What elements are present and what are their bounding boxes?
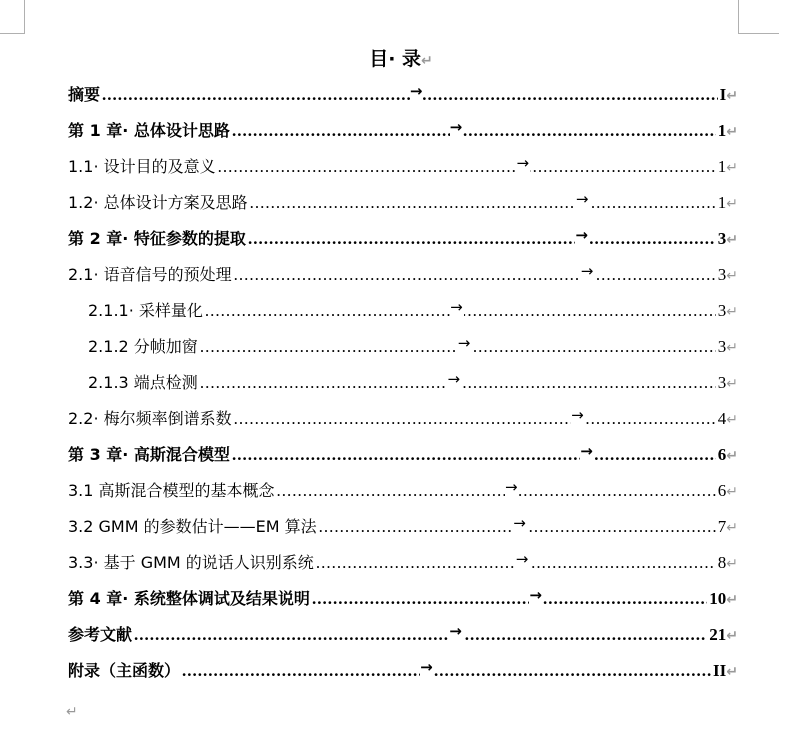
toc-entry-label: 2.1.3 端点检测 (88, 373, 198, 392)
tab-arrow-icon: ..... → (458, 329, 472, 361)
dot-leader (312, 581, 707, 617)
toc-entry[interactable] (68, 257, 738, 293)
tab-arrow-icon: ..... → (576, 185, 590, 217)
toc-entry-label: 第 2 章· 特征参数的提取 (68, 229, 246, 248)
tab-arrow-icon: ..... → (505, 473, 519, 505)
paragraph-mark-icon: ↵ (726, 628, 738, 644)
toc-entry-page: 3 (717, 301, 727, 320)
paragraph-mark-icon: ↵ (726, 664, 738, 680)
dot-leader (319, 509, 716, 545)
toc-entry-label: 2.2· 梅尔频率倒谱系数 (68, 409, 232, 428)
toc-entry-page: 3 (717, 337, 727, 356)
tab-arrow-icon: ..... → (447, 365, 461, 397)
dot-leader (277, 473, 716, 509)
toc-title (0, 44, 802, 71)
page-corner-mark-right (738, 0, 779, 34)
dot-leader (234, 401, 716, 437)
dot-leader (316, 545, 716, 581)
toc-entry-label: 第 4 章· 系统整体调试及结果说明 (68, 589, 310, 608)
toc-entry-page: 8 (717, 553, 727, 572)
tab-arrow-icon: ..... → (571, 401, 585, 433)
toc-entry-page: 7 (717, 517, 727, 536)
toc-entry[interactable] (68, 77, 738, 113)
paragraph-mark-icon: ↵ (421, 53, 433, 69)
toc-entry-label: 3.1 高斯混合模型的基本概念 (68, 481, 275, 500)
tab-arrow-icon: ..... → (575, 221, 589, 253)
toc-entry-label: 摘要 (68, 85, 101, 104)
tab-arrow-icon: ..... → (513, 509, 527, 541)
toc-entry-label: 1.1· 设计目的及意义 (68, 157, 216, 176)
paragraph-mark-icon: ↵ (726, 448, 738, 464)
page-corner-mark-left (0, 0, 25, 34)
dot-leader (232, 113, 716, 149)
paragraph-mark-icon: ↵ (726, 160, 738, 176)
dot-leader (134, 617, 707, 653)
toc-entry[interactable] (68, 113, 738, 149)
toc-entry-page: I (719, 85, 727, 104)
paragraph-mark-icon: ↵ (726, 340, 738, 356)
paragraph-mark-icon: ↵ (726, 88, 738, 104)
paragraph-mark-icon: ↵ (726, 592, 738, 608)
toc-entry-page: 1 (717, 121, 727, 140)
dot-leader (250, 185, 716, 221)
toc-entry-page: 10 (709, 589, 727, 608)
toc-entry[interactable] (68, 185, 738, 221)
paragraph-mark-icon: ↵ (726, 376, 738, 392)
table-of-contents (68, 77, 738, 689)
toc-entry-label: 2.1.1· 采样量化 (88, 301, 203, 320)
toc-entry-label: 2.1· 语音信号的预处理 (68, 265, 232, 284)
toc-entry-label: 参考文献 (68, 625, 133, 644)
toc-title-text: 目· 录 (369, 48, 422, 70)
paragraph-mark-icon: ↵ (726, 304, 738, 320)
paragraph-mark-icon: ↵ (726, 232, 738, 248)
tab-arrow-icon: ..... → (580, 437, 594, 469)
dot-leader (200, 329, 716, 365)
toc-entry-page: 4 (717, 409, 727, 428)
tab-arrow-icon: ..... → (450, 293, 464, 325)
tab-arrow-icon: ..... → (516, 545, 530, 577)
toc-entry-page: 1 (717, 193, 727, 212)
paragraph-mark-icon: ↵ (726, 196, 738, 212)
toc-entry-page: 21 (709, 625, 727, 644)
toc-entry[interactable] (68, 437, 738, 473)
tab-arrow-icon: ..... → (581, 257, 595, 289)
dot-leader (232, 437, 716, 473)
toc-entry[interactable] (68, 617, 738, 653)
dot-leader (205, 293, 716, 329)
paragraph-mark-icon: ↵ (726, 412, 738, 428)
toc-entry-page: 3 (717, 373, 727, 392)
paragraph-mark-icon: ↵ (726, 268, 738, 284)
toc-entry-label: 第 1 章· 总体设计思路 (68, 121, 230, 140)
tab-arrow-icon: ..... → (410, 77, 424, 109)
paragraph-mark-icon: ↵ (726, 484, 738, 500)
toc-entry-label: 1.2· 总体设计方案及思路 (68, 193, 248, 212)
dot-leader (218, 149, 716, 185)
toc-entry[interactable] (68, 473, 738, 509)
toc-entry-page: 3 (717, 229, 727, 248)
dot-leader (200, 365, 716, 401)
dot-leader (182, 653, 711, 689)
toc-entry-label: 附录（主函数） (68, 661, 181, 680)
toc-entry-label: 3.3· 基于 GMM 的说话人识别系统 (68, 553, 314, 572)
toc-entry-page: 6 (717, 481, 727, 500)
paragraph-mark-icon: ↵ (726, 124, 738, 140)
dot-leader (234, 257, 716, 293)
tab-arrow-icon: ..... → (529, 581, 543, 613)
toc-entry-label: 第 3 章· 高斯混合模型 (68, 445, 230, 464)
tab-arrow-icon: ..... → (450, 113, 464, 145)
tab-arrow-icon: ..... → (517, 149, 531, 181)
toc-entry[interactable] (68, 365, 738, 401)
dot-leader (102, 77, 718, 113)
tab-arrow-icon: ..... → (449, 617, 463, 649)
toc-entry-page: 3 (717, 265, 727, 284)
toc-entry[interactable] (68, 221, 738, 257)
toc-entry[interactable] (68, 329, 738, 365)
toc-entry[interactable] (68, 149, 738, 185)
paragraph-mark-icon: ↵ (726, 556, 738, 572)
toc-entry[interactable] (68, 653, 738, 689)
tab-arrow-icon: ..... → (420, 653, 434, 685)
toc-entry-page: 6 (717, 445, 727, 464)
toc-entry[interactable] (68, 401, 738, 437)
paragraph-mark-icon: ↵ (726, 520, 738, 536)
toc-entry-label: 3.2 GMM 的参数估计——EM 算法 (68, 517, 317, 536)
toc-entry[interactable] (68, 545, 738, 581)
toc-entry-label: 2.1.2 分帧加窗 (88, 337, 198, 356)
dot-leader (248, 221, 716, 257)
toc-entry[interactable] (68, 293, 738, 329)
toc-entry-page: 1 (717, 157, 727, 176)
paragraph-mark-icon: ↵ (66, 704, 78, 720)
toc-entry[interactable] (68, 509, 738, 545)
toc-entry-page: II (713, 661, 727, 680)
toc-entry[interactable] (68, 581, 738, 617)
